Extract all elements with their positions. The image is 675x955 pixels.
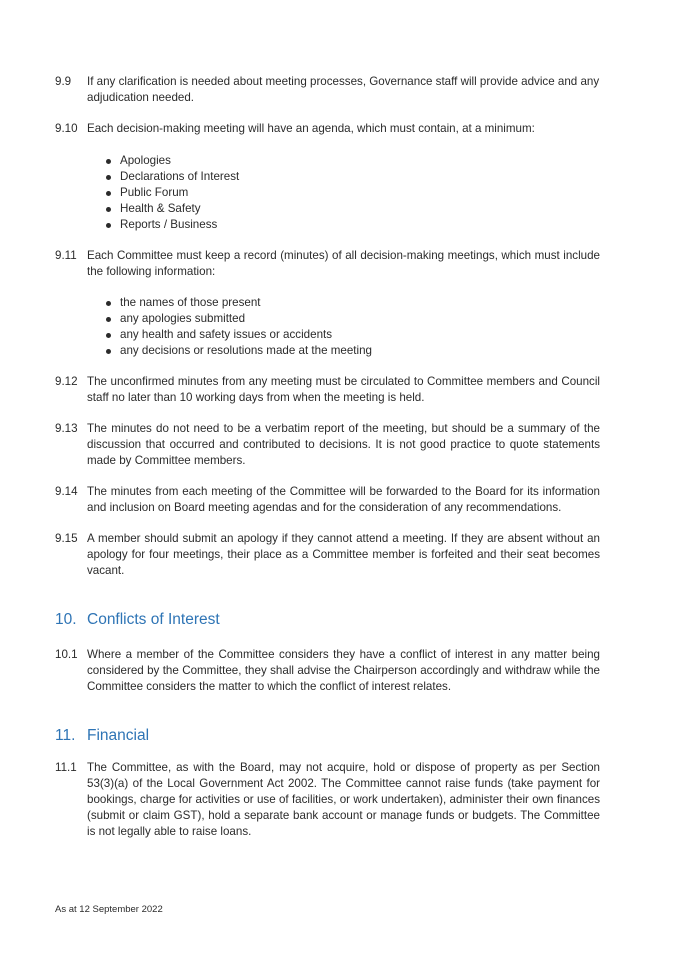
clause-11-1 [55,760,600,840]
clause-text: A member should submit an apology if they cannot attend a meeting. If they are absent without an apology for four meetings, their place as a Committee member is forfeited and their seat becomes vacant. [87,532,600,577]
clause-number: 9.15 [55,532,78,545]
minutes-info-list [104,295,372,359]
clause-text: Where a member of the Committee considers they have a conflict of interest in any matter being considered by the Committee, they shall advise the Chairperson accordingly and withdraw while the Committee considers the matter to which the conflict of interest relates. [87,648,600,693]
list-item: any apologies submitted [104,311,372,327]
clause-text: The minutes do not need to be a verbatim report of the meeting, but should be a summary of the discussion that occurred and contributed to decisions. It is not good practice to quote statements made by Committee members. [87,422,600,467]
clause-9-12 [55,374,600,406]
bullet-icon [106,317,111,322]
clause-number: 9.13 [55,422,78,435]
clause-text: Each Committee must keep a record (minutes) of all decision-making meetings, which must include the following information: [87,249,600,278]
list-item: Apologies [104,153,239,169]
clause-number: 9.11 [55,249,77,262]
bullet-icon [106,301,111,306]
list-item: Declarations of Interest [104,169,239,185]
bullet-icon [106,175,111,180]
clause-text: The Committee, as with the Board, may not acquire, hold or dispose of property as per Section 53(3)(a) of the Local Government Act 2002. The Committee cannot raise funds (take payment for bookings, charge for activities or use of facilities, or work undertaken), administer their own finances (submit or claim GST), hold a separate bank account or manage funds or budgets. The Committee is not legally able to raise loans. [87,761,600,838]
clause-number: 11.1 [55,761,77,774]
section-title: Conflicts of Interest [87,611,220,628]
footer-date: As at 12 September 2022 [55,904,163,915]
clause-9-10 [55,121,600,137]
list-item: any health and safety issues or accidents [104,327,372,343]
bullet-icon [106,333,111,338]
clause-9-13 [55,421,600,469]
list-item: Health & Safety [104,201,239,217]
bullet-icon [106,191,111,196]
section-heading-conflicts-of-interest [55,610,220,630]
bullet-icon [106,349,111,354]
clause-9-14 [55,484,600,516]
clause-text: The minutes from each meeting of the Committee will be forwarded to the Board for its information and inclusion on Board meeting agendas and for the consideration of any recommendations. [87,485,600,514]
list-item: Reports / Business [104,217,239,233]
clause-number: 9.10 [55,122,78,135]
clause-number: 9.9 [55,75,72,88]
section-number: 10. [55,611,77,628]
clause-text: If any clarification is needed about meeting processes, Governance staff will provide advice and any adjudication needed. [87,75,600,104]
section-heading-financial [55,726,149,746]
section-number: 11. [55,727,76,744]
clause-number: 10.1 [55,648,78,661]
clause-10-1 [55,647,600,695]
clause-text: The unconfirmed minutes from any meeting must be circulated to Committee members and Council staff no later than 10 working days from when the meeting is held. [87,375,600,404]
clause-text: Each decision-making meeting will have an agenda, which must contain, at a minimum: [87,122,535,135]
clause-9-11 [55,248,600,280]
clause-number: 9.14 [55,485,78,498]
agenda-items-list [104,153,239,233]
list-item: the names of those present [104,295,372,311]
section-title: Financial [87,727,150,744]
clause-9-15 [55,531,600,579]
list-item: any decisions or resolutions made at the meeting [104,343,372,359]
list-item: Public Forum [104,185,239,201]
clause-9-9 [55,74,600,106]
bullet-icon [106,207,111,212]
clause-number: 9.12 [55,375,78,388]
bullet-icon [106,223,111,228]
bullet-icon [106,159,111,164]
